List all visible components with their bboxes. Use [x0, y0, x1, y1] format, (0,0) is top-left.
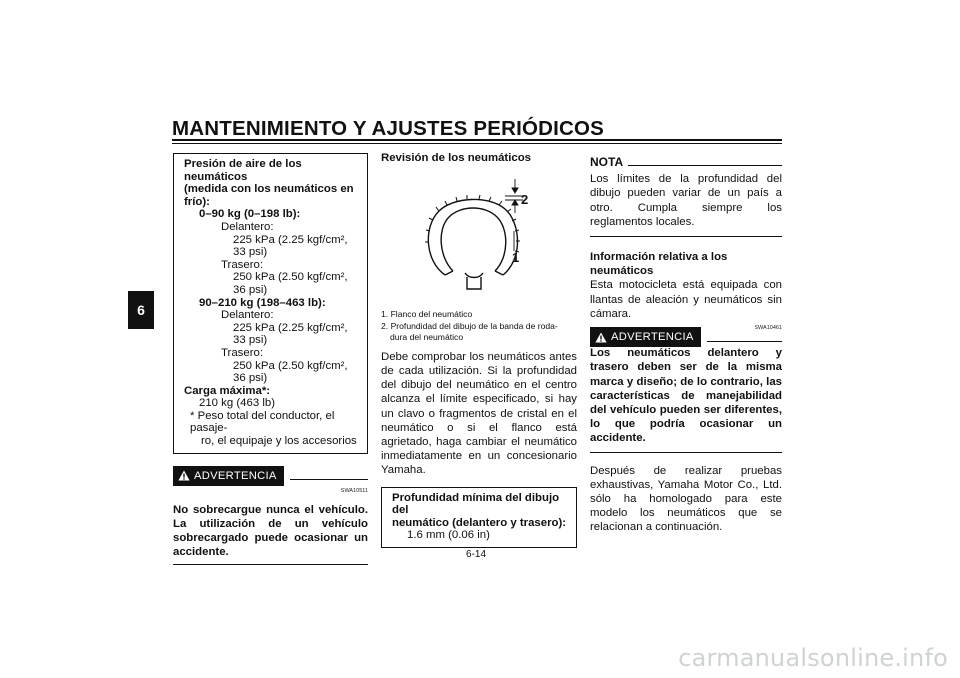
caption-2-number: 2. [381, 321, 389, 332]
warning-rule-2 [707, 341, 782, 342]
caption-1-number: 1. [381, 309, 389, 320]
rear-label-2: Trasero: [221, 346, 263, 359]
inspection-body: Debe comprobar los neumáticos antes de cada utilización. Si la profundidad del dibujo del neumático en el centro alcanza el límite especificado, si hay un clavo o fragmentos de cristal en el neumático o si el flanco está agrietado, haga cambiar el neumático inmediatamente en un concesionario Yamaha. [381, 350, 577, 477]
caption-1-text: Flanco del neumático [390, 309, 473, 320]
tire-pressure-box [173, 153, 368, 454]
front-label-2: Delantero: [221, 309, 274, 322]
front-value-2: 225 kPa (2.25 kgf/cm², 33 psi) [233, 321, 348, 347]
nota-label: NOTA [590, 155, 624, 169]
warning-code-1: SWA10511 [340, 487, 368, 494]
warning-badge-label-2: ADVERTENCIA [611, 331, 694, 344]
title-rule [172, 139, 782, 144]
warning-text-1: No sobrecargue nunca el vehículo. La utilización de un vehículo sobrecargado puede ocasionar un accidente. [173, 503, 368, 565]
caption-2-text: Profundidad del dibujo de la banda de roda- [390, 321, 558, 332]
min-depth-heading-1: Profundidad mínima del dibujo del [392, 491, 560, 517]
column-left [173, 153, 368, 565]
caption-1 [381, 309, 577, 319]
page-title: MANTENIMIENTO Y AJUSTES PERIÓDICOS [172, 117, 605, 140]
max-load-label: Carga máxima*: [184, 384, 271, 397]
caption-2 [381, 321, 577, 341]
callout-2: 2 [521, 192, 529, 208]
rear-label-1: Trasero: [221, 258, 263, 271]
tire-info-heading: Información relativa a los neumáticos [590, 251, 728, 278]
tire-cross-section-illustration [381, 165, 577, 307]
warning-badge-2 [590, 327, 701, 347]
warning-badge-1 [173, 466, 284, 486]
watermark: carmanualsonline.info [678, 644, 948, 672]
column-middle [381, 151, 577, 548]
footnote-line-2: ro, el equipaje y los accesorios [201, 435, 357, 448]
pressure-heading-1: Presión de aire de los neumáticos [184, 158, 302, 183]
min-depth-box [381, 487, 577, 548]
min-depth-heading-2: neumático (delantero y trasero): [392, 516, 567, 529]
warning-triangle-icon [595, 332, 607, 343]
closing-text: Después de realizar pruebas exhaustivas, Yamaha Motor Co., Ltd. sólo ha homologado para este modelo los neumáticos que se relacionan a continuación. [590, 464, 782, 534]
nota-rule [628, 165, 782, 166]
front-label-1: Delantero: [221, 220, 274, 233]
rear-value-2: 250 kPa (2.50 kgf/cm², 36 psi) [233, 359, 348, 385]
inspection-heading: Revisión de los neumáticos [381, 152, 532, 164]
max-load-value: 210 kg (463 lb) [199, 397, 275, 410]
warning-text-2: Los neumáticos delantero y trasero deben ser de la misma marca y diseño; de lo contrario, las características de manejabilidad del vehículo pueden ser diferentes, lo que podría ocasionar un accidente. [590, 346, 782, 452]
chapter-tab: 6 [128, 291, 154, 329]
footnote-line-1: * Peso total del conductor, el pasaje- [190, 409, 335, 435]
warning-rule-1 [290, 479, 368, 480]
nota-text: Los límites de la profundidad del dibujo pueden variar de un país a otro. Cumpla siempre los reglamentos locales. [590, 172, 782, 237]
tire-info-text: Esta motocicleta está equipada con llantas de aleación y neumáticos sin cámara. [590, 279, 782, 320]
front-value-1: 225 kPa (2.25 kgf/cm², 33 psi) [233, 233, 348, 259]
tire-figure [381, 165, 577, 307]
page-number: 6-14 [466, 549, 487, 560]
warning-triangle-icon [178, 470, 190, 481]
caption-2-continuation: dura del neumático [390, 331, 464, 342]
rear-value-1: 250 kPa (2.50 kgf/cm², 36 psi) [233, 271, 348, 296]
load-group-1: 0–90 kg (0–198 lb): [199, 208, 301, 221]
warning-code-2: SWA10461 [754, 325, 782, 332]
column-right [590, 155, 782, 535]
warning-badge-label-1: ADVERTENCIA [194, 469, 277, 482]
min-depth-value: 1.6 mm (0.06 in) [407, 529, 490, 542]
pressure-heading-2: (medida con los neumáticos en [184, 183, 354, 196]
nota-header [590, 155, 782, 169]
load-group-2: 90–210 kg (198–463 lb): [199, 296, 326, 309]
callout-1: 1 [512, 250, 520, 266]
pressure-heading-3: frío): [184, 195, 210, 208]
warning-header-1 [173, 466, 368, 486]
